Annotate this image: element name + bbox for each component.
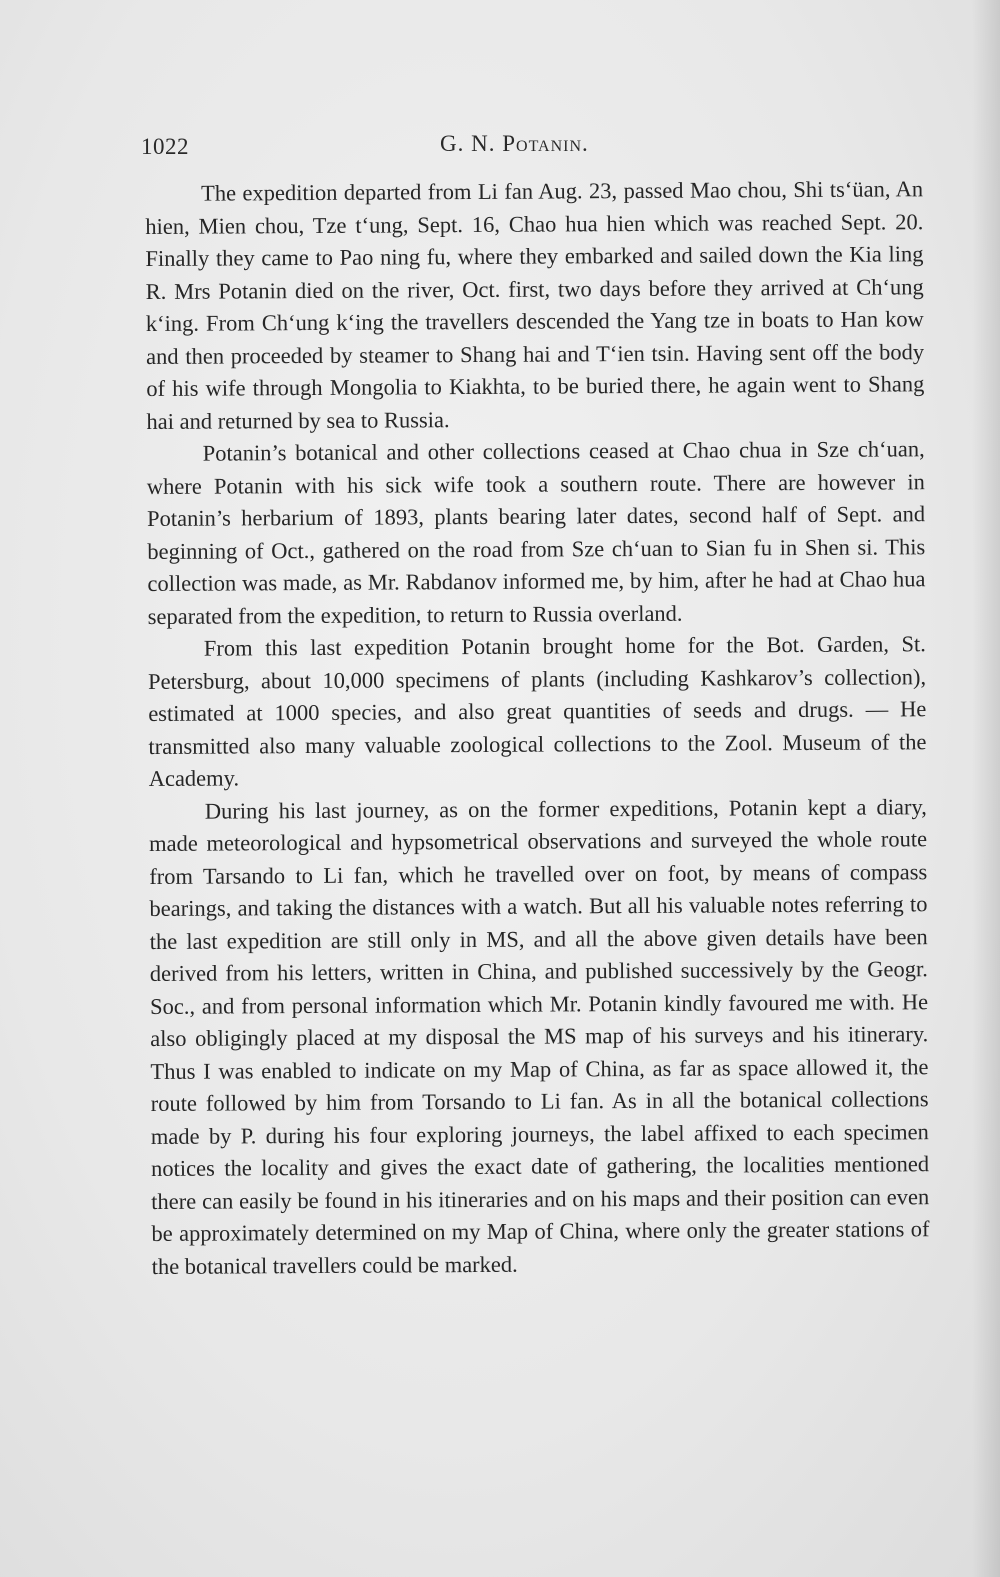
paragraph-diary-and-surveys: During his last journey, as on the former expeditions, Potanin kept a diary, made meteorological and hypsometrical observations and surveyed the whole route from Tarsando to Li fan, which he travelled over on foot, by means of compass bearings, and taking the distances with a watch. But all his valuable notes referring to the last expedition are still only in MS, and all the above given details have been derived from his letters, written in China, and published successively by the Geogr. Soc., and from personal information which Mr. Potanin kindly favoured me with. He also obligingly placed at my disposal the MS map of his surveys and his itinerary. Thus I was enabled to indicate on my Map of China, as far as space allowed it, the route followed by him from Torsando to Li fan. As in all the botanical collections made by P. during his four exploring journeys, the label affixed to each specimen notices the locality and gives the exact date of gathering, the localities mentioned there can easily be found in his itineraries and on his maps and their position can even be approximately determined on my Map of China, where only the greater stations of the botanical travellers could be marked. <box>148 793 930 1279</box>
paragraph-botanical-collections: Potanin’s botanical and other collections ceased at Chao chua in Sze ch‘uan, where Potanin with his sick wife took a southern route. There are however in Potanin’s herbarium of 1893, plants bearing later dates, second half of Sept. and beginning of Oct., gathered on the road from Sze ch‘uan to Sian fu in Shen si. This collection was made, as Mr. Rabdanov informed me, by him, after he had at Chao hua separated from the expedition, to return to Russia overland. <box>146 436 926 629</box>
paragraph-expedition-route: The expedition departed from Li fan Aug. 23, passed Mao chou, Shi ts‘üan, An hien, Mien chou, Tze t‘ung, Sept. 16, Chao hua hien which was reached Sept. 20. Finally they came to Pao ning fu, where they embarked and sailed down the Kia ling R. Mrs Potanin died on the river, Oct. first, two days before they arrived at Ch‘ung k‘ing. From Ch‘ung k‘ing the travellers descended the Yang tze in boats to Han kow and then proceeded by steamer to Shang hai and T‘ien tsin. Having sent off the body of his wife through Mongolia to Kiakhta, to be buried there, he again went to Shang hai and returned by sea to Russia. <box>145 176 925 434</box>
body-text <box>145 173 930 1283</box>
page-number: 1022 <box>141 134 189 159</box>
page-edge-shadow <box>972 0 1000 1577</box>
paragraph-specimens-brought-home: From this last expedition Potanin brought home for the Bot. Garden, St. Petersburg, about 10,000 specimens of plants (including Kashkarov’s collection), estimated at 1000 species, and also great quantities of seeds and drugs. — He transmitted also many valuable zoological collections to the Zool. Museum of the Academy. <box>147 631 927 791</box>
running-head: G. N. Potanin. <box>440 131 589 156</box>
page-header <box>141 128 931 168</box>
